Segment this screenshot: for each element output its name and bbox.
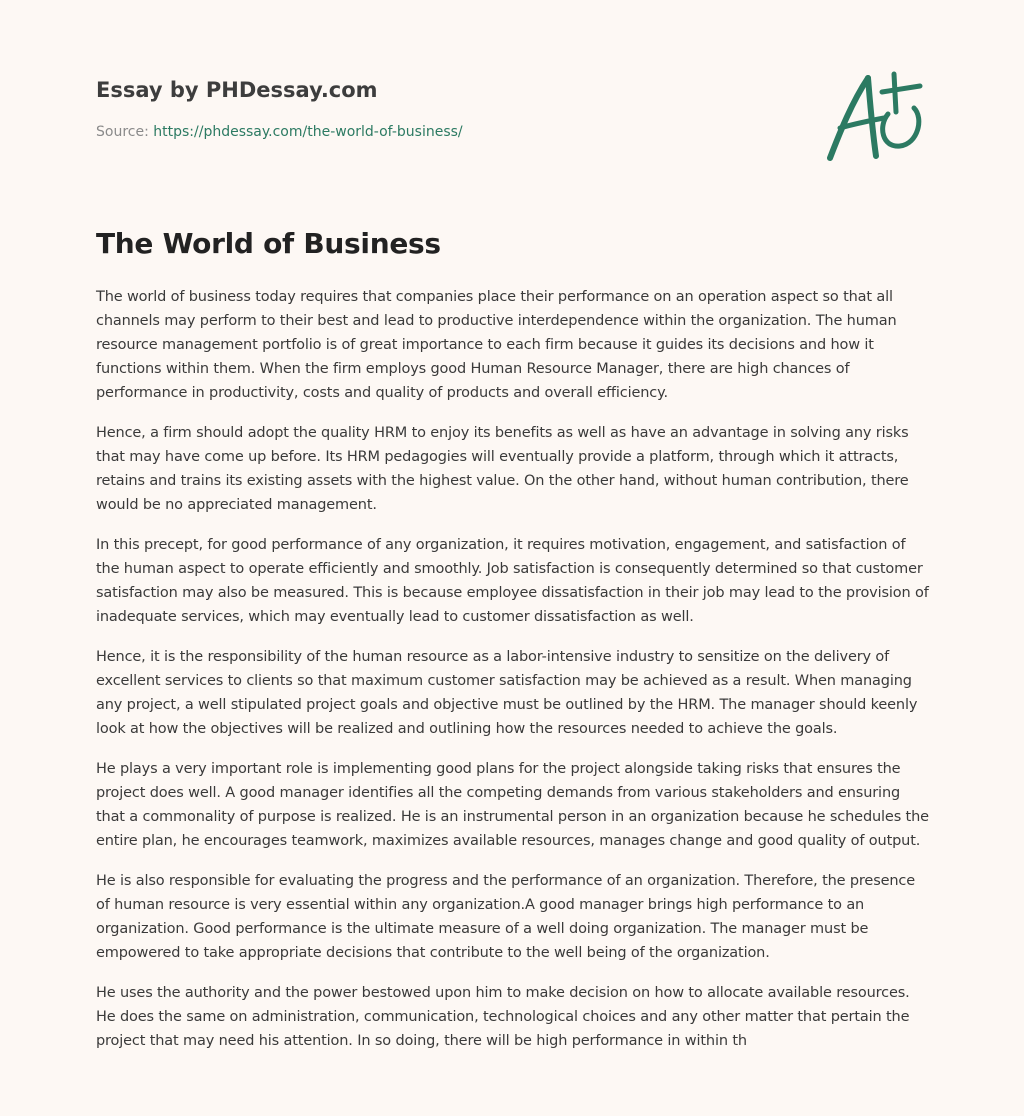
brand-title: Essay by PHDessay.com [96, 78, 378, 102]
source-line [96, 122, 796, 142]
source-link[interactable]: https://phdessay.com/the-world-of-business/ [153, 124, 463, 140]
a-plus-grade-icon [822, 66, 932, 166]
paragraph: He is also responsible for evaluating the progress and the performance of an organization. Therefore, the presence of human resource is very essential within any organization.A good manager brings high performance to an organization. Good performance is the ultimate measure of a well doing organization. The manager must be empowered to take appropriate decisions that contribute to the well being of the organization. [96, 873, 916, 961]
paragraph: Hence, it is the responsibility of the human resource as a labor-intensive industry to sensitize on the delivery of excellent services to clients so that maximum customer satisfaction may be achieved as a result. When managing any project, a well stipulated project goals and objective must be outlined by the HRM. The manager should keenly look at how the objectives will be realized and outlining how the resources needed to achieve the goals. [96, 649, 918, 737]
paragraph: He plays a very important role is implementing good plans for the project alongside taking risks that ensures the project does well. A good manager identifies all the competing demands from various stakeholders and ensuring that a commonality of purpose is realized. He is an instrumental person in an organization because he schedules the entire plan, he encourages teamwork, maximizes available resources, manages change and good quality of output. [96, 761, 929, 849]
article-title: The World of Business [96, 227, 441, 260]
document-header [96, 74, 796, 142]
source-label: Source: [96, 124, 149, 140]
paragraph: In this precept, for good performance of any organization, it requires motivation, engagement, and satisfaction of the human aspect to operate efficiently and smoothly. Job satisfaction is consequently determined so that customer satisfaction may also be measured. This is because employee dissatisfaction in their job may lead to the provision of inadequate services, which may eventually lead to customer dissatisfaction as well. [96, 537, 929, 625]
article-body [96, 285, 931, 1069]
paragraph: He uses the authority and the power bestowed upon him to make decision on how to allocate available resources. He does the same on administration, communication, technological choices and any other matter that pertain the project that may need his attention. In so doing, there will be high performance in within th [96, 985, 910, 1049]
paragraph: Hence, a firm should adopt the quality HRM to enjoy its benefits as well as have an advantage in solving any risks that may have come up before. Its HRM pedagogies will eventually provide a platform, through which it attracts, retains and trains its existing assets with the highest value. On the other hand, without human contribution, there would be no appreciated management. [96, 425, 909, 513]
paragraph: The world of business today requires that companies place their performance on an operation aspect so that all channels may perform to their best and lead to productive interdependence within the organization. The human resource management portfolio is of great importance to each firm because it guides its decisions and how it functions within them. When the firm employs good Human Resource Manager, there are high chances of performance in productivity, costs and quality of products and overall efficiency. [96, 289, 897, 401]
